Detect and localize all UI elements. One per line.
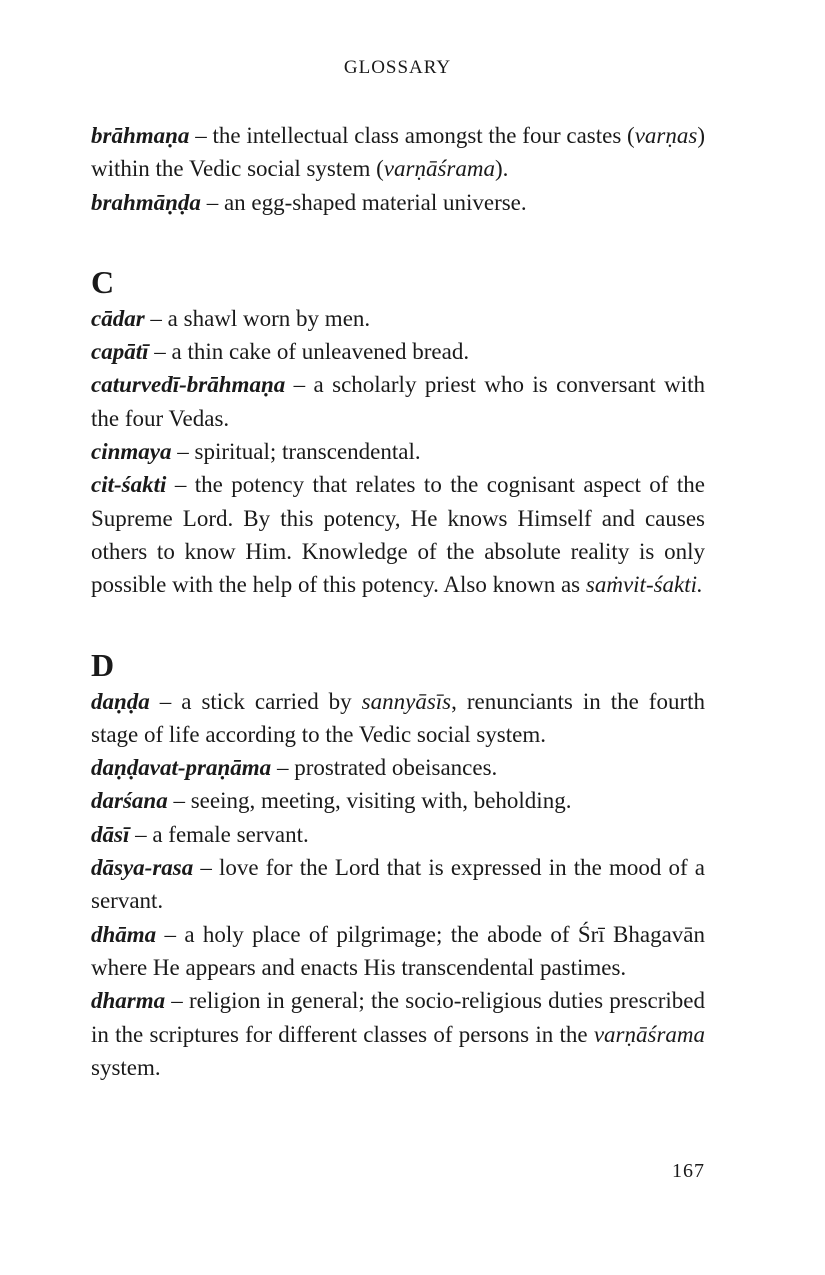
italic-term-reference: varṇāśrama bbox=[383, 156, 495, 182]
glossary-definition: – spiritual; transcendental. bbox=[171, 439, 421, 465]
glossary-definition: – a holy place of pilgrimage; the abode of Śrī Bhagavān where He appears and enacts His transcendental pastimes. bbox=[91, 921, 705, 980]
glossary-entry bbox=[91, 918, 705, 985]
glossary-definition: – a stick carried by bbox=[149, 688, 362, 714]
glossary-definition: – seeing, meeting, visiting with, beholding. bbox=[167, 788, 572, 814]
glossary-entry bbox=[91, 984, 705, 1084]
glossary-entry bbox=[91, 302, 705, 335]
glossary-entry bbox=[91, 818, 705, 851]
glossary-term: brahmāṇḍa bbox=[91, 189, 201, 215]
italic-term-reference: sannyāsīs bbox=[361, 688, 452, 714]
glossary-term: capātī bbox=[91, 339, 149, 365]
glossary-definition: ). bbox=[494, 156, 509, 182]
glossary-term: caturvedī-brāhmaṇa bbox=[91, 372, 286, 398]
glossary-term: daṇḍavat-praṇāma bbox=[91, 755, 272, 781]
glossary-entry bbox=[91, 435, 705, 468]
glossary-entry bbox=[91, 784, 705, 817]
glossary-definition: – religion in general; the socio-religious duties prescribed in the scriptures for different classes of persons in the bbox=[91, 988, 705, 1047]
glossary-term: dhāma bbox=[91, 921, 157, 947]
glossary-entry bbox=[91, 335, 705, 368]
glossary-definition: , renunciants in the fourth stage of life according to the Vedic social system. bbox=[91, 688, 706, 747]
glossary-entry bbox=[91, 751, 705, 784]
glossary-definition: – a shawl worn by men. bbox=[144, 305, 371, 331]
glossary-definition: – an egg-shaped material universe. bbox=[200, 189, 527, 215]
glossary-definition: – a thin cake of unleavened bread. bbox=[148, 339, 470, 365]
glossary-entry bbox=[91, 468, 705, 601]
glossary-entry bbox=[91, 186, 705, 219]
glossary-term: dāsya-rasa bbox=[91, 855, 194, 881]
glossary-term: cādar bbox=[91, 305, 145, 331]
glossary-definition: system. bbox=[91, 1054, 161, 1080]
entries-d bbox=[91, 685, 705, 1085]
glossary-definition: ) within the Vedic social system ( bbox=[91, 123, 705, 182]
glossary-entry bbox=[91, 119, 705, 186]
page-number: 167 bbox=[672, 1160, 705, 1182]
section-letter-c: C bbox=[91, 263, 115, 300]
glossary-term: dharma bbox=[91, 988, 166, 1014]
glossary-term: darśana bbox=[91, 788, 168, 814]
glossary-term: dāsī bbox=[91, 821, 130, 847]
glossary-entry bbox=[91, 368, 705, 435]
glossary-entry bbox=[91, 685, 705, 752]
italic-term-reference: varṇas bbox=[634, 123, 698, 148]
section-letter-d: D bbox=[91, 646, 115, 683]
entries-c bbox=[91, 302, 705, 602]
glossary-definition: – a female servant. bbox=[129, 821, 309, 847]
glossary-definition: – a scholarly priest who is conversant with the four Vedas. bbox=[91, 372, 705, 431]
glossary-definition: – prostrated obeisances. bbox=[271, 755, 498, 781]
italic-term-reference: saṁvit-śakti. bbox=[585, 572, 703, 598]
glossary-entry bbox=[91, 851, 705, 918]
glossary-term: daṇḍa bbox=[91, 688, 150, 714]
glossary-body bbox=[91, 119, 705, 1084]
glossary-term: brāhmaṇa bbox=[91, 123, 190, 148]
running-header: GLOSSARY bbox=[343, 57, 452, 78]
italic-term-reference: varṇāśrama bbox=[593, 1021, 705, 1047]
glossary-definition: – the potency that relates to the cognisant aspect of the Supreme Lord. By this potency, He knows Himself and causes others to know Him. Knowledge of the absolute reality is only possible with the help of this potency. Also known as bbox=[91, 472, 705, 598]
glossary-term: cinmaya bbox=[91, 439, 172, 465]
glossary-definition: – love for the Lord that is expressed in the mood of a servant. bbox=[91, 855, 705, 914]
entries-b bbox=[91, 119, 705, 219]
glossary-term: cit-śakti bbox=[91, 472, 167, 498]
glossary-definition: – the intellectual class amongst the four castes ( bbox=[189, 123, 635, 148]
